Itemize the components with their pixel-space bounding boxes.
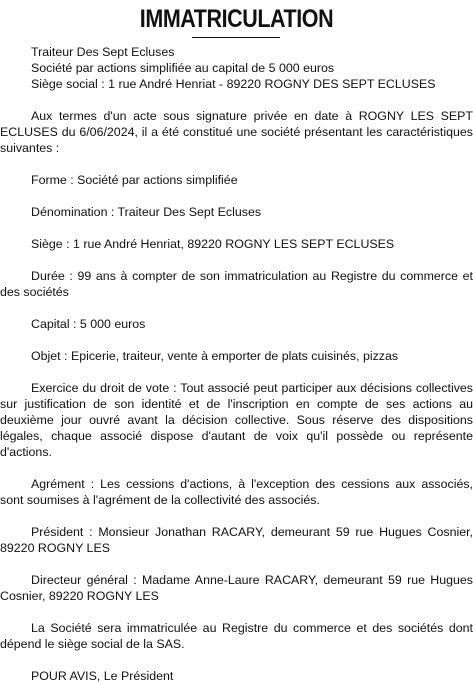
objet-paragraph: Objet : Epicerie, traiteur, vente à emporter de plats cuisinés, pizzas — [31, 349, 399, 363]
company-name: Traiteur Des Sept Ecluses — [31, 45, 175, 59]
capital-paragraph: Capital : 5 000 euros — [31, 317, 146, 331]
immatriculation-paragraph: La Société sera immatriculée au Registre du commerce et des sociétés dont dépend le siège social de la SAS. — [0, 621, 473, 651]
notice-title: IMMATRICULATION — [139, 5, 334, 33]
company-header — [0, 44, 473, 92]
company-registered-office: Siège social : 1 rue André Henriat - 89220 ROGNY DES SEPT ECLUSES — [31, 77, 436, 91]
signature-line: POUR AVIS, Le Président — [31, 669, 174, 683]
forme-paragraph: Forme : Société par actions simplifiée — [31, 173, 238, 187]
siege-paragraph: Siège : 1 rue André Henriat, 89220 ROGNY LES SEPT ECLUSES — [31, 237, 395, 251]
president-paragraph: Président : Monsieur Jonathan RACARY, demeurant 59 rue Hugues Cosnier, 89220 ROGNY LES — [0, 525, 473, 555]
duree-paragraph: Durée : 99 ans à compter de son immatriculation au Registre du commerce et des sociétés — [0, 269, 473, 299]
company-form-capital: Société par actions simplifiée au capital de 5 000 euros — [31, 61, 335, 75]
vote-paragraph: Exercice du droit de vote : Tout associé peut participer aux décisions collectives sur justification de son identité et de l'inscription en compte de ses actions au deuxième jour ouvré avant la décision collective. Sous réserve des dispositions légales, chaque associé dispose d'autant de voix qu'il possède ou représente d'actions. — [0, 381, 473, 459]
notice-body — [0, 44, 473, 684]
intro-paragraph: Aux termes d'un acte sous signature privée en date à ROGNY LES SEPT ECLUSES du 6/06/2024, il a été constitué une société présentant les caractéristiques suivantes : — [0, 109, 473, 155]
title-underline — [192, 37, 280, 38]
directeur-paragraph: Directeur général : Madame Anne-Laure RACARY, demeurant 59 rue Hugues Cosnier, 89220 ROGNY LES — [0, 573, 473, 603]
agrement-paragraph: Agrément : Les cessions d'actions, à l'exception des cessions aux associés, sont soumises à l'agrément de la collectivité des associés. — [0, 477, 473, 507]
denomination-paragraph: Dénomination : Traiteur Des Sept Ecluses — [31, 205, 262, 219]
